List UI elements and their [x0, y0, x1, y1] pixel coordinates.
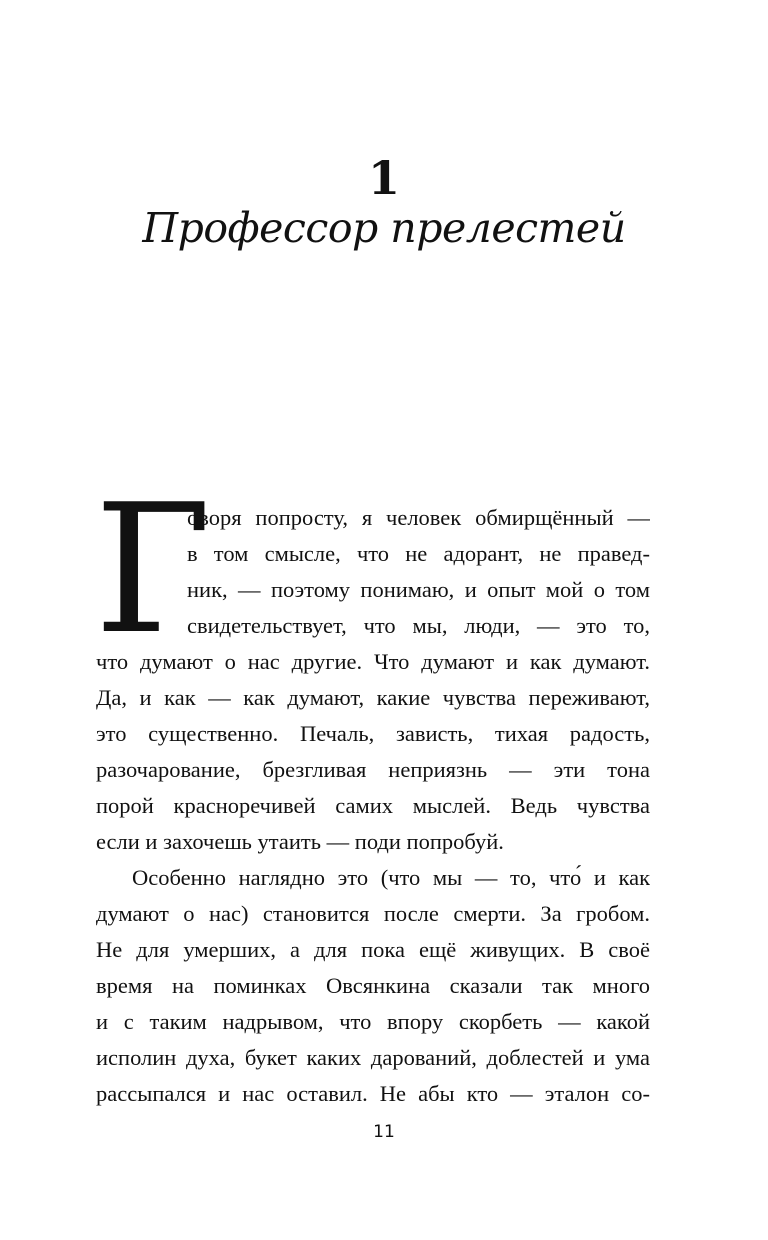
chapter-title: Профессор прелестей: [142, 204, 626, 252]
text-line: Да, и как — как думают, какие чувства переживают,: [96, 685, 650, 710]
text-line: это существенно. Печаль, зависть, тихая радость,: [96, 721, 650, 746]
text-line: порой красноречивей самих мыслей. Ведь чувства: [96, 793, 650, 818]
text-line: время на поминках Овсянкина сказали так много: [96, 973, 650, 998]
paragraph-2: [96, 860, 650, 1112]
text-line: разочарование, брезгливая неприязнь — эти тона: [96, 757, 650, 782]
body-text: [94, 466, 650, 1112]
text-line: что думают о нас другие. Что думают и как думают.: [96, 649, 650, 674]
text-line: свидетельствует, что мы, люди, — это то,: [187, 613, 650, 638]
paragraph-1: [96, 644, 650, 860]
page-number: 11: [373, 1122, 395, 1142]
drop-cap: Г: [94, 466, 212, 673]
text-line: оворя попросту, я человек обмирщённый —: [187, 505, 650, 530]
chapter-number: 1: [367, 151, 400, 205]
text-line: Особенно наглядно это (что мы — то, что́ и как: [132, 865, 650, 890]
text-line: исполин духа, букет каких дарований, доблестей и ума: [96, 1045, 650, 1070]
text-line: думают о нас) становится после смерти. За гробом.: [96, 901, 650, 926]
text-line: и с таким надрывом, что впору скорбеть — какой: [96, 1009, 650, 1034]
text-line: Не для умерших, а для пока ещё живущих. В своё: [96, 937, 650, 962]
text-line: если и захочешь утаить — поди попробуй.: [96, 829, 504, 854]
text-line: рассыпался и нас оставил. Не абы кто — эталон со-: [96, 1081, 650, 1106]
drop-cap-lines: [187, 500, 650, 644]
text-line: в том смысле, что не адорант, не правед-: [187, 541, 650, 566]
text-line: ник, — поэтому понимаю, и опыт мой о том: [187, 577, 650, 602]
